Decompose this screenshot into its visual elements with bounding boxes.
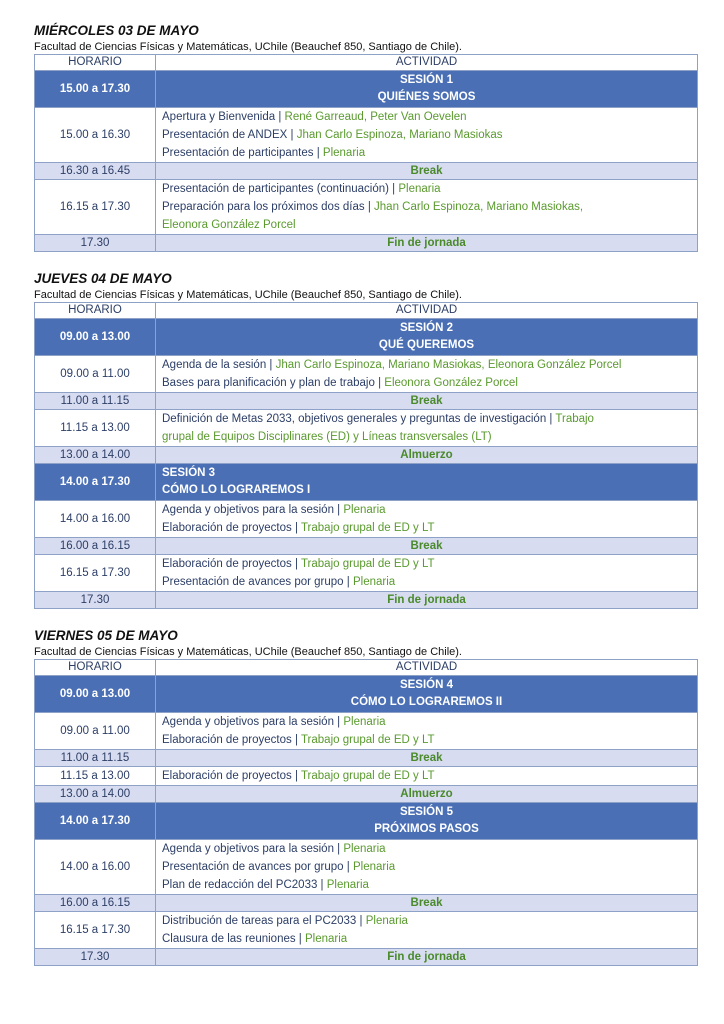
separator: |: [343, 861, 353, 873]
activity-line: [162, 876, 691, 894]
schedule-table: [34, 302, 698, 609]
day-section: [34, 270, 698, 609]
band-label: Break: [156, 750, 698, 767]
band-label: Fin de jornada: [156, 592, 698, 609]
activity-responsible: Plenaria: [352, 576, 396, 588]
agenda-document: [34, 22, 698, 984]
venue-line: Facultad de Ciencias Físicas y Matemáticas, UChile (Beauchef 850, Santiago de Chile).: [34, 646, 462, 658]
day-section: [34, 627, 698, 966]
separator: |: [333, 716, 344, 728]
activity-text: Clausura de las reuniones: [162, 933, 296, 945]
activity-text: Agenda y objetivos para la sesión: [162, 504, 334, 516]
activity-line: [162, 410, 691, 428]
venue-line: Facultad de Ciencias Físicas y Matemáticas, UChile (Beauchef 850, Santiago de Chile).: [34, 289, 462, 301]
activity-text: Presentación de avances por grupo: [162, 576, 344, 588]
band-row: [35, 163, 698, 180]
activity-responsible: Plenaria: [365, 915, 408, 927]
activity-line: [162, 573, 691, 591]
separator: |: [388, 183, 399, 195]
header-row: [35, 55, 698, 71]
schedule-table: [34, 659, 698, 966]
session-title-line: CÓMO LO LOGRAREMOS II: [350, 696, 503, 708]
header-row: [35, 660, 698, 676]
activity-cell: [156, 108, 698, 163]
separator: |: [313, 147, 323, 159]
activity-text: Elaboración de proyectos: [162, 770, 292, 782]
band-label: Break: [156, 895, 698, 912]
time-cell: 17.30: [35, 949, 156, 966]
separator: |: [317, 879, 327, 891]
separator: |: [291, 558, 301, 570]
session-title-line: CÓMO LO LOGRAREMOS I: [162, 484, 311, 496]
activity-cell: [156, 356, 698, 393]
band-label: Fin de jornada: [156, 235, 698, 252]
activity-responsible: Trabajo grupal de ED y LT: [300, 734, 435, 746]
activity-line: [162, 555, 691, 573]
time-cell: 09.00 a 13.00: [35, 319, 156, 356]
band-row: [35, 538, 698, 555]
separator: |: [343, 576, 353, 588]
activity-cell: [156, 713, 698, 750]
schedule-table: [34, 54, 698, 252]
session-title-line: QUIÉNES SOMOS: [377, 91, 476, 103]
activity-responsible: Eleonora González Porcel: [384, 377, 518, 389]
activity-text: Agenda y objetivos para la sesión: [162, 716, 334, 728]
activity-text: Plan de redacción del PC2033: [162, 879, 318, 891]
separator: |: [291, 734, 301, 746]
activity-line: [162, 144, 691, 162]
activity-line: [162, 126, 691, 144]
activity-responsible: Trabajo grupal de ED y LT: [300, 558, 435, 570]
time-cell: 11.15 a 13.00: [35, 767, 156, 786]
header-activity: ACTIVIDAD: [156, 55, 698, 71]
separator: |: [295, 933, 305, 945]
day-title: VIERNES 05 DE MAYO: [34, 628, 178, 643]
separator: |: [356, 915, 366, 927]
time-cell: 16.00 a 16.15: [35, 895, 156, 912]
session-title-cell: [156, 71, 698, 108]
activity-responsible: Plenaria: [343, 504, 386, 516]
activity-responsible: Plenaria: [343, 843, 386, 855]
activity-responsible: Plenaria: [343, 716, 386, 728]
activity-row: [35, 912, 698, 949]
activity-text: Apertura y Bienvenida: [162, 111, 276, 123]
time-cell: 15.00 a 16.30: [35, 108, 156, 163]
band-row: [35, 750, 698, 767]
activity-text: Distribución de tareas para el PC2033: [162, 915, 357, 927]
activity-responsible: Plenaria: [398, 183, 441, 195]
activity-line: [162, 374, 691, 392]
activity-responsible: Trabajo grupal de ED y LT: [300, 522, 435, 534]
activity-row: [35, 555, 698, 592]
session-row: [35, 319, 698, 356]
activity-text: Preparación para los próximos dos días: [162, 201, 365, 213]
time-cell: 14.00 a 16.00: [35, 840, 156, 895]
time-cell: 09.00 a 11.00: [35, 713, 156, 750]
activity-text: Presentación de participantes (continuación): [162, 183, 389, 195]
activity-line: [162, 519, 691, 537]
band-label: Almuerzo: [156, 447, 698, 464]
activity-responsible: Plenaria: [322, 147, 366, 159]
activity-cell: [156, 840, 698, 895]
band-label: Break: [156, 393, 698, 410]
activity-row: [35, 108, 698, 163]
activity-line: [162, 428, 691, 446]
activity-line: [162, 501, 691, 519]
band-label: Break: [156, 163, 698, 180]
header-time: HORARIO: [35, 303, 156, 319]
session-title-cell: [156, 676, 698, 713]
activity-text: Elaboración de proyectos: [162, 734, 292, 746]
activity-text: Agenda de la sesión: [162, 359, 267, 371]
activity-responsible: Trabajo grupal de ED y LT: [300, 770, 435, 782]
separator: |: [287, 129, 297, 141]
activity-text: Presentación de ANDEX: [162, 129, 288, 141]
activity-responsible: Plenaria: [326, 879, 369, 891]
separator: |: [275, 111, 285, 123]
session-title-line: PRÓXIMOS PASOS: [374, 823, 479, 835]
time-cell: 16.30 a 16.45: [35, 163, 156, 180]
time-cell: 16.00 a 16.15: [35, 538, 156, 555]
time-cell: 14.00 a 17.30: [35, 803, 156, 840]
activity-line: [162, 840, 691, 858]
activity-row: [35, 356, 698, 393]
header-activity: ACTIVIDAD: [156, 660, 698, 676]
day-title: JUEVES 04 DE MAYO: [34, 271, 172, 286]
activity-line: [162, 180, 691, 198]
separator: |: [291, 522, 301, 534]
activity-responsible: grupal de Equipos Disciplinares (ED) y Líneas transversales (LT): [162, 431, 492, 443]
session-title-cell: [156, 464, 698, 501]
activity-text: Presentación de avances por grupo: [162, 861, 344, 873]
activity-line: [162, 912, 691, 930]
session-title-line: QUÉ QUEREMOS: [378, 339, 475, 351]
session-title-cell: [156, 319, 698, 356]
activity-row: [35, 501, 698, 538]
session-row: [35, 803, 698, 840]
day-section: [34, 22, 698, 252]
activity-text: Presentación de participantes: [162, 147, 314, 159]
activity-cell: [156, 555, 698, 592]
activity-responsible: Jhan Carlo Espinoza, Mariano Masiokas, Eleonora González Porcel: [275, 359, 622, 371]
header-activity: ACTIVIDAD: [156, 303, 698, 319]
activity-text: Elaboración de proyectos: [162, 522, 292, 534]
session-title-line: SESIÓN 2: [399, 322, 454, 334]
band-row: [35, 786, 698, 803]
header-time: HORARIO: [35, 660, 156, 676]
session-title-line: SESIÓN 5: [399, 806, 454, 818]
time-cell: 17.30: [35, 235, 156, 252]
activity-line: [162, 858, 691, 876]
activity-text: Elaboración de proyectos: [162, 558, 292, 570]
session-title-cell: [156, 803, 698, 840]
separator: |: [291, 770, 301, 782]
time-cell: 15.00 a 17.30: [35, 71, 156, 108]
time-cell: 11.00 a 11.15: [35, 393, 156, 410]
activity-row: [35, 713, 698, 750]
activity-cell: [156, 912, 698, 949]
session-title-line: SESIÓN 1: [399, 74, 454, 86]
time-cell: 16.15 a 17.30: [35, 180, 156, 235]
session-row: [35, 464, 698, 501]
activity-text: Definición de Metas 2033, objetivos generales y preguntas de investigación: [162, 413, 547, 425]
activity-row: [35, 767, 698, 786]
time-cell: 11.00 a 11.15: [35, 750, 156, 767]
activity-text: Agenda y objetivos para la sesión: [162, 843, 334, 855]
time-cell: 14.00 a 16.00: [35, 501, 156, 538]
band-label: Almuerzo: [156, 786, 698, 803]
activity-line: [162, 930, 691, 948]
activity-row: [35, 410, 698, 447]
header-row: [35, 303, 698, 319]
activity-responsible: Trabajo: [555, 413, 594, 425]
activity-cell: [156, 501, 698, 538]
time-cell: 16.15 a 17.30: [35, 555, 156, 592]
activity-responsible: René Garreaud, Peter Van Oevelen: [284, 111, 467, 123]
time-cell: 11.15 a 13.00: [35, 410, 156, 447]
time-cell: 13.00 a 14.00: [35, 447, 156, 464]
activity-cell: [156, 410, 698, 447]
band-row: [35, 447, 698, 464]
session-row: [35, 71, 698, 108]
separator: |: [333, 843, 344, 855]
band-row: [35, 235, 698, 252]
activity-row: [35, 840, 698, 895]
activity-line: [162, 108, 691, 126]
session-title-line: SESIÓN 4: [399, 679, 454, 691]
activity-line: [162, 731, 691, 749]
activity-line: [162, 713, 691, 731]
separator: |: [266, 359, 276, 371]
separator: |: [364, 201, 375, 213]
band-row: [35, 393, 698, 410]
activity-line: [162, 216, 691, 234]
band-row: [35, 592, 698, 609]
band-label: Break: [156, 538, 698, 555]
time-cell: 09.00 a 13.00: [35, 676, 156, 713]
activity-cell: [156, 180, 698, 235]
activity-line: [162, 356, 691, 374]
separator: |: [333, 504, 344, 516]
activity-text: Bases para planificación y plan de trabajo: [162, 377, 375, 389]
time-cell: 09.00 a 11.00: [35, 356, 156, 393]
activity-cell: [156, 767, 698, 786]
session-row: [35, 676, 698, 713]
time-cell: 13.00 a 14.00: [35, 786, 156, 803]
band-label: Fin de jornada: [156, 949, 698, 966]
activity-responsible: Jhan Carlo Espinoza, Mariano Masiokas: [296, 129, 503, 141]
band-row: [35, 949, 698, 966]
time-cell: 17.30: [35, 592, 156, 609]
band-row: [35, 895, 698, 912]
activity-responsible: Plenaria: [352, 861, 396, 873]
time-cell: 16.15 a 17.30: [35, 912, 156, 949]
activity-responsible: Eleonora González Porcel: [162, 219, 296, 231]
time-cell: 14.00 a 17.30: [35, 464, 156, 501]
activity-responsible: Jhan Carlo Espinoza, Mariano Masiokas,: [374, 201, 584, 213]
day-title: MIÉRCOLES 03 DE MAYO: [34, 23, 199, 38]
venue-line: Facultad de Ciencias Físicas y Matemáticas, UChile (Beauchef 850, Santiago de Chile).: [34, 41, 462, 53]
header-time: HORARIO: [35, 55, 156, 71]
activity-responsible: Plenaria: [305, 933, 348, 945]
activity-line: [162, 198, 691, 216]
activity-row: [35, 180, 698, 235]
separator: |: [546, 413, 556, 425]
separator: |: [374, 377, 385, 389]
activity-line: [162, 767, 691, 785]
session-title-line: SESIÓN 3: [162, 467, 216, 479]
